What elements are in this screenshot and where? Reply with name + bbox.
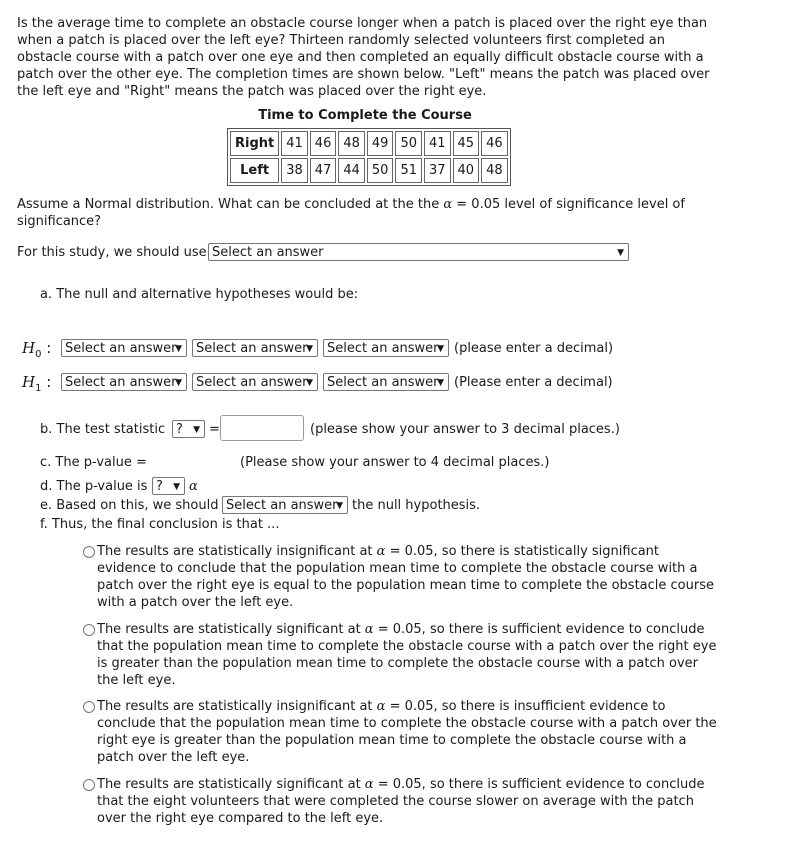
option-text-1: The results are statistically insignificant at α = 0.05, so there is statistically significant evidence to conclude that the population mean time to complete the obstacle course with a patch over the right eye is equal to the population mean time to complete the obstacle course with a patch over the left eye.: [97, 544, 714, 610]
part-b-note: (please show your answer to 3 decimal places.): [310, 422, 620, 437]
row-label: Left: [230, 158, 279, 183]
option-text-3: The results are statistically insignificant at α = 0.05, so there is insufficient evidence to conclude that the population mean time to complete the obstacle course with a patch over the right eye is greater than the population mean time to complete the obstacle course with a patch over the left eye.: [97, 699, 717, 765]
option-radio-1[interactable]: [83, 546, 95, 558]
h0-note: (please enter a decimal): [454, 341, 614, 356]
table-row-left: [230, 158, 508, 183]
table-cell: 46: [481, 131, 508, 156]
part-d-label: d. The p-value is: [40, 479, 148, 494]
table-cell: 47: [310, 158, 337, 183]
option-text-4: The results are statistically significant at α = 0.05, so there is sufficient evidence to conclude that the eight volunteers that were completed the course slower on average with the patch over the right eye compared to the left eye.: [97, 777, 705, 826]
table-cell: 48: [338, 131, 365, 156]
question-intro: Is the average time to complete an obstacle course longer when a patch is placed over the right eye than when a patch is placed over the left eye? Thirteen randomly selected volunteers first completed an obstacle course with a patch over one eye and then completed an equally difficult obstacle course with a patch over the other eye. The completion times are shown below. "Left" means the patch was placed over the left eye and "Right" means the patch was placed over the right eye.: [17, 16, 710, 99]
h1-label: $H_1$ :: [22, 373, 52, 394]
table-cell: 40: [453, 158, 480, 183]
table-cell: 49: [367, 131, 394, 156]
alpha-symbol: α: [443, 197, 453, 212]
h0-label: $H_0$ :: [22, 339, 52, 360]
part-b-label: b. The test statistic: [40, 422, 166, 437]
times-table: [227, 128, 511, 186]
h0-select-1[interactable]: Select an answer ▼: [61, 339, 187, 357]
part-c-label: c. The p-value =: [40, 455, 147, 470]
part-f-label: f. Thus, the final conclusion is that ...: [40, 517, 280, 532]
table-cell: 44: [338, 158, 365, 183]
chevron-down-icon: ▼: [617, 248, 624, 258]
test-statistic-select[interactable]: ? ▼: [172, 420, 205, 438]
alpha-symbol: α: [364, 777, 374, 792]
alpha-symbol: α: [376, 699, 386, 714]
chevron-down-icon: ▼: [437, 344, 444, 354]
part-e-tail: the null hypothesis.: [352, 498, 481, 513]
h0-select-3[interactable]: Select an answer ▼: [323, 339, 449, 357]
assume-line-2: significance?: [17, 214, 102, 229]
h1-note: (Please enter a decimal): [454, 375, 613, 390]
table-cell: 38: [281, 158, 308, 183]
test-statistic-input[interactable]: [220, 415, 304, 441]
alpha-symbol: α: [189, 479, 198, 494]
equals-sign: =: [209, 422, 220, 437]
alpha-symbol: α: [364, 622, 374, 637]
decision-select[interactable]: Select an answer ▼: [222, 496, 348, 514]
row-label: Right: [230, 131, 279, 156]
study-select[interactable]: Select an answer ▼: [208, 243, 629, 261]
table-cell: 41: [424, 131, 451, 156]
table-cell: 46: [310, 131, 337, 156]
study-label: For this study, we should use: [17, 245, 207, 260]
chevron-down-icon: ▼: [437, 378, 444, 388]
table-cell: 37: [424, 158, 451, 183]
part-c-note: (Please show your answer to 4 decimal places.): [240, 455, 550, 470]
table-cell: 41: [281, 131, 308, 156]
option-radio-4[interactable]: [83, 779, 95, 791]
option-radio-3[interactable]: [83, 701, 95, 713]
h1-select-2[interactable]: Select an answer ▼: [192, 373, 318, 391]
h0-select-2[interactable]: Select an answer ▼: [192, 339, 318, 357]
table-cell: 45: [453, 131, 480, 156]
table-title: Time to Complete the Course: [258, 108, 472, 123]
p-value-compare-select[interactable]: ? ▼: [152, 477, 185, 495]
chevron-down-icon: ▼: [306, 344, 313, 354]
chevron-down-icon: ▼: [173, 482, 180, 492]
chevron-down-icon: ▼: [175, 344, 182, 354]
assume-line-1: Assume a Normal distribution. What can be concluded at the the α = 0.05 level of significance level of: [17, 197, 685, 212]
chevron-down-icon: ▼: [175, 378, 182, 388]
chevron-down-icon: ▼: [306, 378, 313, 388]
h1-select-1[interactable]: Select an answer ▼: [61, 373, 187, 391]
table-cell: 48: [481, 158, 508, 183]
table-cell: 50: [395, 131, 422, 156]
chevron-down-icon: ▼: [336, 501, 343, 511]
chevron-down-icon: ▼: [193, 425, 200, 435]
option-text-2: The results are statistically significant at α = 0.05, so there is sufficient evidence to conclude that the population mean time to complete the obstacle course with a patch over the right eye is greater than the population mean time to complete the obstacle course with a patch over the left eye.: [97, 622, 717, 688]
h1-select-3[interactable]: Select an answer ▼: [323, 373, 449, 391]
alpha-symbol: α: [376, 544, 386, 559]
part-a-label: a. The null and alternative hypotheses would be:: [40, 287, 359, 302]
table-row-right: [230, 131, 508, 156]
table-cell: 50: [367, 158, 394, 183]
option-radio-2[interactable]: [83, 624, 95, 636]
part-e-label: e. Based on this, we should: [40, 498, 219, 513]
table-cell: 51: [395, 158, 422, 183]
